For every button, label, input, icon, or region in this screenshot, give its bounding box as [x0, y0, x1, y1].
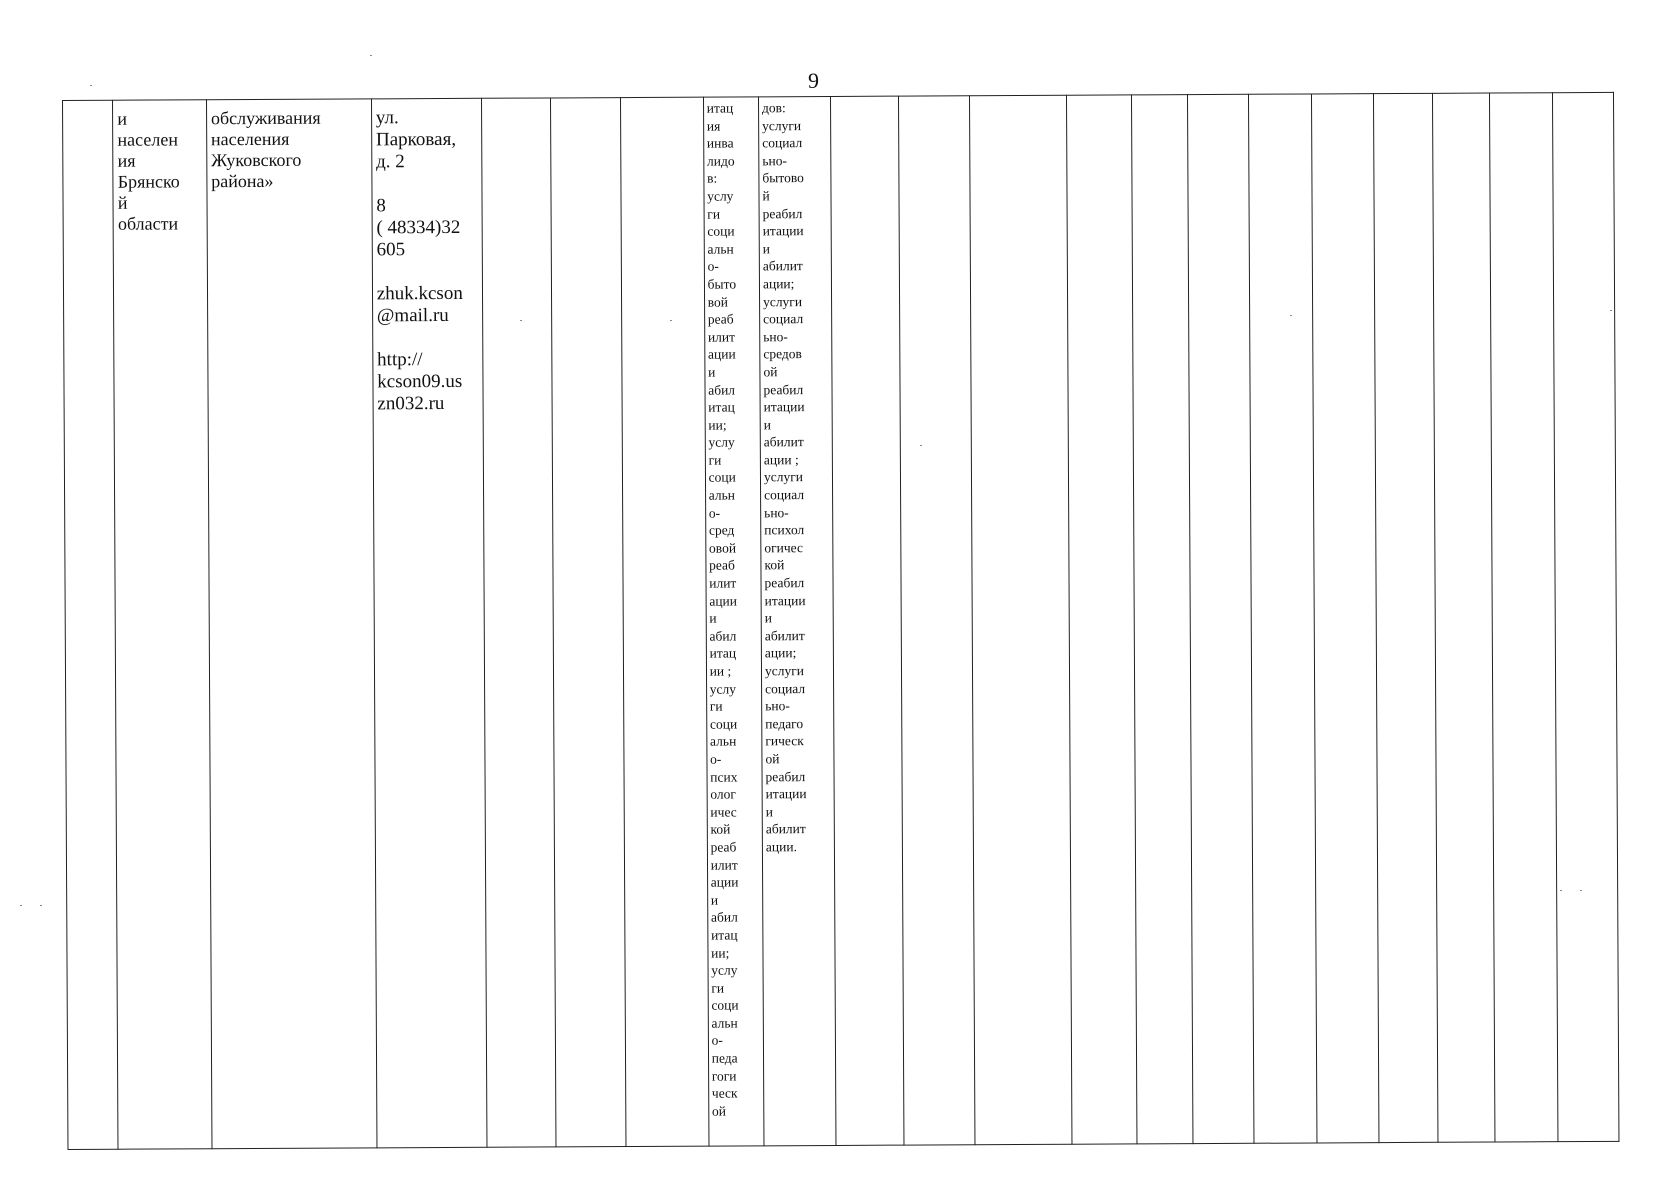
cell-empty	[898, 96, 975, 1145]
table-row	[63, 92, 1619, 1149]
cell-empty	[970, 95, 1072, 1144]
organization-text: обслуживания населения Жуковского района»	[210, 107, 321, 192]
cell-empty	[1066, 95, 1137, 1144]
scan-speck	[40, 905, 42, 906]
cell-empty	[1132, 95, 1194, 1144]
cell-address	[371, 98, 487, 1148]
cell-empty	[1188, 94, 1254, 1143]
cell-services	[758, 96, 836, 1145]
cell-empty	[1432, 93, 1495, 1142]
scan-speck	[90, 85, 92, 86]
scan-speck	[1560, 890, 1562, 891]
scan-speck	[1580, 890, 1582, 891]
scan-speck	[20, 905, 22, 906]
cell-services-narrow	[703, 97, 764, 1146]
cell-organization	[206, 99, 376, 1149]
cell-region	[113, 100, 212, 1149]
services-narrow-text: итац ия инва лидо в: услу ги соци альн о- быто вой реаб илит ации и абил итац ии; услу ги соци альн о- сред овой реаб илит ации и абил итац ии ; услу ги соци альн о- псих олог ичес кой реаб илит ации и абил итац ии; услу ги соци альн о- педа гоги ческ ой	[706, 100, 739, 1119]
scan-speck	[1290, 315, 1292, 316]
cell-empty	[1248, 94, 1317, 1143]
scan-speck	[520, 320, 522, 321]
scan-speck	[1610, 310, 1612, 311]
cell-empty	[550, 98, 626, 1147]
cell-number	[63, 100, 119, 1149]
cell-empty	[1312, 94, 1380, 1143]
cell-empty	[831, 96, 904, 1145]
scan-speck	[670, 320, 672, 321]
cell-empty	[621, 97, 709, 1146]
scan-speck	[370, 55, 372, 56]
page-number: 9	[808, 68, 819, 93]
cell-empty	[482, 98, 556, 1147]
data-table	[62, 92, 1619, 1150]
services-text: дов: услуги социал ьно- бытово й реабил итации и абилит ации; услуги социал ьно- средов ой реабил итации и абилит ации ; услуги социал ьно- психол огичес кой реабил итации и абилит ации; услуги социал ьно- педаго гическ ой реабил итации и абилит ации.	[761, 100, 807, 855]
cell-empty	[1374, 93, 1438, 1142]
cell-empty	[1490, 93, 1558, 1142]
scan-speck	[920, 445, 922, 446]
address-text: ул. Парковая, д. 2 8 ( 48334)32 605 zhuk.kcson @mail.ru http:// kcson09.us zn032.ru	[375, 107, 463, 415]
region-text: и населен ия Брянско й области	[117, 108, 180, 234]
cell-empty	[1552, 92, 1619, 1141]
